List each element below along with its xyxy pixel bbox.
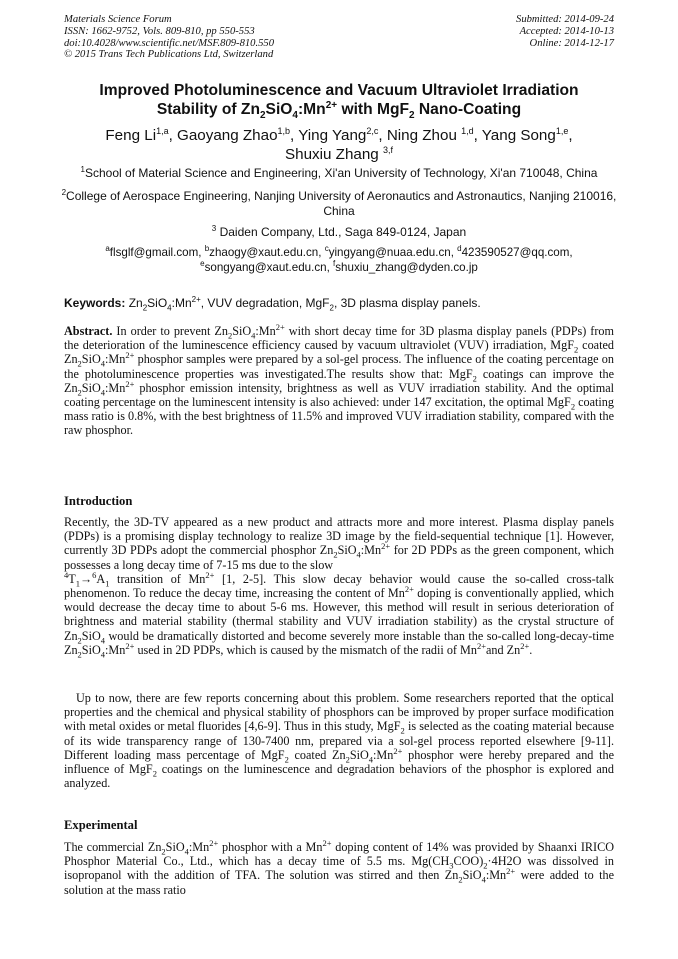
- body-text: SiO: [165, 840, 185, 854]
- intro-paragraph-2: [64, 691, 614, 790]
- section-heading-introduction: Introduction: [64, 494, 133, 508]
- section-heading-experimental: Experimental: [64, 818, 138, 832]
- email-sup: d: [457, 244, 462, 254]
- author-affil-sup: 1,e: [555, 125, 569, 136]
- title-text: Stability of Zn: [156, 101, 260, 118]
- body-text: were added to the solution at the mass ratio: [64, 868, 614, 897]
- affiliation-text: College of Aerospace Engineering, Nanjing University of Aeronautics and Astronautics, Nanjing 210016, China: [66, 189, 617, 218]
- sub: 2: [284, 754, 289, 765]
- sub: 4: [100, 635, 106, 646]
- email-link[interactable]: flsglf@gmail.com,: [109, 246, 205, 259]
- author-affil-sup: 1,d: [461, 125, 474, 136]
- sub: 4: [100, 387, 106, 398]
- title-text: SiO: [265, 101, 293, 118]
- sub: 4: [481, 874, 486, 885]
- sup: 2+: [275, 321, 285, 332]
- sub: 2: [345, 754, 350, 765]
- date-submitted: Submitted: 2014-09-24: [516, 14, 614, 25]
- sub: 1: [75, 578, 80, 589]
- sup: 2+: [393, 745, 403, 756]
- sub: 2: [77, 387, 82, 398]
- author-affil-sup: 2,c: [366, 125, 379, 136]
- keywords-sub: 2: [142, 303, 148, 313]
- body-text: coatings on the luminescence and degradation behaviors of the phosphor is explored and analyzed.: [64, 762, 614, 791]
- sup: 2+: [381, 541, 391, 552]
- author-name: Feng Li: [105, 127, 157, 144]
- sub: 2: [333, 549, 338, 560]
- submission-dates: [516, 14, 614, 49]
- affiliation-1: [50, 166, 628, 181]
- title-sub: 2: [409, 110, 415, 122]
- title-line-2: [50, 99, 628, 122]
- email-link[interactable]: songyang@xaut.edu.cn,: [204, 260, 334, 274]
- abstract-text: In order to prevent Zn: [112, 324, 228, 338]
- keywords-text: , VUV degradation, MgF: [200, 296, 330, 310]
- body-text: Up to now, there are few reports concerning about this problem. Some researchers reported that the optical properties and the chemical and physical stability of phosphors can be improved by proper surface modification with metal oxides or metal fluorides [4,6-9]. Thus in this study, MgF: [64, 691, 614, 734]
- sup: 2+: [209, 837, 219, 848]
- keywords-text: Zn: [125, 296, 143, 310]
- abstract-label: Abstract.: [64, 324, 113, 338]
- author-list: [50, 126, 628, 164]
- body-text: :Mn: [360, 543, 382, 558]
- affiliation-sup: 2: [61, 188, 67, 197]
- sup: 2+: [322, 837, 332, 848]
- keywords-text: :Mn: [171, 296, 192, 310]
- body-text: [1, 2-5]. This slow decay behavior would cause the so-called cross-talk phenomenon. To reduce the decay time, increasing the content of Mn: [64, 571, 615, 601]
- email-link[interactable]: shuxiu_zhang@dyden.co.jp: [335, 260, 478, 274]
- body-text: Recently, the 3D-TV appeared as a new product and attracts more and more interest. Plasma display panels (PDPs) is a promising display technology to realize 3D image by the field-sequential technique [1]. However, currently 3D PDPs adopt the commercial phosphor Zn: [64, 515, 614, 558]
- author-affil-sup: 3,f: [382, 144, 393, 155]
- keywords: [64, 296, 624, 311]
- date-accepted: Accepted: 2014-10-13: [519, 25, 614, 37]
- author-sep: ,: [568, 127, 573, 144]
- title-line-1: Improved Photoluminescence and Vacuum Ultraviolet Irradiation: [99, 82, 579, 99]
- body-text: SiO: [462, 868, 482, 883]
- author-line-2: [50, 145, 628, 164]
- sup: 2+: [404, 583, 414, 594]
- email-sup: b: [204, 244, 210, 254]
- sub: 2: [574, 344, 579, 355]
- sub: 2: [400, 725, 405, 736]
- email-link[interactable]: zhaogy@xaut.edu.cn,: [209, 246, 325, 259]
- sub: 2: [77, 358, 82, 369]
- sub: 4: [251, 330, 256, 341]
- keywords-sub: 4: [167, 303, 172, 313]
- author-sep: ,: [168, 127, 178, 144]
- sub: 2: [77, 635, 82, 646]
- author-affil-sup: 1,a: [156, 125, 169, 136]
- sup: 2+: [476, 640, 486, 651]
- keywords-text: SiO: [147, 296, 168, 310]
- abstract-text: coating mass ratio is 0.8%, with the best brightness of 11.5% and improved VUV irradiation stability, compared with the raw phosphor.: [64, 395, 614, 438]
- email-line-2: [50, 258, 628, 276]
- sub: 4: [368, 754, 374, 765]
- sub: 2: [472, 373, 477, 384]
- email-link[interactable]: 423590527@qq.com,: [461, 246, 573, 259]
- affiliation-text: Daiden Company, Ltd., Saga 849-0124, Japan: [216, 225, 467, 239]
- body-text: for 2D PDPs as the green component, which possesses a long decay time of 7-15 ms due to the slow: [64, 543, 614, 572]
- author-name: Gaoyang Zhao: [177, 127, 278, 144]
- body-text: :Mn: [373, 747, 394, 762]
- journal-doi: doi:10.4028/www.scientific.net/MSF.809-810.550: [64, 37, 274, 49]
- sub: 4: [100, 649, 106, 660]
- sub: 3: [449, 860, 454, 871]
- abstract-text: with short decay time for 3D plasma display panels (PDPs) from the deterioration of the luminescence efficiency caused by vacuum ultraviolet (VUV) irradiation, MgF: [64, 324, 614, 353]
- author-sep: ,: [290, 127, 299, 144]
- sub: 4: [100, 358, 106, 369]
- journal-copyright: © 2015 Trans Tech Publications Ltd, Switzerland: [64, 49, 274, 61]
- body-text: COO): [453, 854, 484, 869]
- intro-paragraph-1: [64, 515, 615, 660]
- keywords-label: Keywords:: [64, 296, 126, 310]
- paper-title: [50, 81, 628, 122]
- sub: 2: [161, 846, 166, 857]
- sup: 2+: [125, 640, 135, 651]
- body-text: A: [96, 571, 106, 586]
- sub: 2: [458, 874, 463, 885]
- journal-issn: ISSN: 1662-9752, Vols. 809-810, pp 550-553: [64, 25, 255, 37]
- email-line-1: [50, 246, 628, 261]
- author-sep: ,: [473, 127, 482, 144]
- sub: 4: [356, 549, 361, 560]
- sup: 2+: [205, 569, 215, 580]
- email-link[interactable]: yingyang@nuaa.edu.cn,: [328, 246, 458, 259]
- sup: 2+: [125, 350, 135, 361]
- author-name: Shuxiu Zhang: [285, 146, 383, 163]
- body-text: phosphor were hereby prepared and the influence of MgF: [64, 747, 614, 777]
- body-text: and Zn: [486, 642, 521, 657]
- author-name: Ying Yang: [298, 127, 367, 144]
- email-sup: e: [200, 258, 205, 268]
- sup: 2+: [520, 640, 530, 651]
- body-text: doping is conventionally applied, which would decrease the decay time to about 5-6 ms. However, this method will result in serious deterioration of brightness and material stability (thermal stability and VUV irradiation stability) as the crystal structure of Zn: [64, 586, 614, 643]
- abstract-text: SiO: [81, 352, 101, 367]
- keywords-text: , 3D plasma display panels.: [333, 296, 481, 310]
- abstract-text: :Mn: [105, 352, 126, 367]
- title-text: :Mn: [297, 101, 326, 118]
- body-text: :Mn: [485, 868, 507, 883]
- sub: 2: [570, 401, 576, 412]
- body-text: SiO: [81, 628, 101, 643]
- email-sup: c: [324, 244, 329, 254]
- sup: 2+: [506, 866, 516, 877]
- author-line-1: [50, 126, 628, 145]
- title-sub: 2: [259, 110, 266, 122]
- affiliation-sup: 1: [80, 165, 85, 174]
- journal-name: Materials Science Forum: [64, 14, 172, 25]
- title-sup: 2+: [325, 99, 338, 111]
- experimental-paragraph: [64, 837, 614, 897]
- author-emails: [50, 246, 628, 275]
- sub: 4: [184, 846, 189, 857]
- body-text: SiO: [349, 747, 369, 762]
- arrow: →: [79, 571, 93, 586]
- abstract-text: :Mn: [255, 324, 276, 338]
- body-text: SiO: [81, 642, 101, 657]
- affiliation-text: School of Material Science and Engineering, Xi'an University of Technology, Xi'an 710048, China: [85, 166, 598, 180]
- body-text: would be dramatically distorted and become severely more instable than the so-called long-decay-time Zn: [64, 628, 614, 657]
- author-name: Yang Song: [481, 127, 556, 144]
- title-text: Nano-Coating: [414, 101, 522, 118]
- date-online: Online: 2014-12-17: [529, 37, 614, 49]
- author-affil-sup: 1,b: [277, 125, 291, 136]
- body-text: doping content of 14% was provided by Shaanxi IRICO Phosphor Material Co., Ltd., which has a decay time of 5.5 ms. Mg(CH: [64, 840, 614, 869]
- body-text: T: [68, 571, 76, 586]
- body-text: The commercial Zn: [64, 840, 162, 854]
- sup: 6: [92, 569, 97, 580]
- abstract-text: coatings can improve the Zn: [64, 366, 614, 395]
- body-text: ·4H2O was dissolved in isopropanol with the addition of TFA. The solution was stirred and then Zn: [64, 854, 614, 883]
- sub: 2: [227, 330, 233, 341]
- affiliation-2: [50, 189, 628, 218]
- sup: 4: [64, 569, 69, 580]
- author-sep: ,: [378, 127, 387, 144]
- body-text: used in 2D PDPs, which is caused by the mismatch of the radii of Mn: [134, 642, 477, 657]
- sub: 2: [483, 860, 488, 871]
- abstract: [64, 321, 614, 438]
- abstract-text: SiO: [232, 324, 252, 338]
- sub: 1: [105, 578, 110, 589]
- keywords-sup: 2+: [191, 295, 201, 304]
- title-text: with MgF: [337, 101, 409, 118]
- body-text: :Mn: [105, 642, 126, 657]
- body-text: coated Zn: [288, 747, 346, 762]
- abstract-text: coated Zn: [64, 338, 614, 367]
- email-sup: a: [105, 244, 110, 254]
- body-text: transition of Mn: [109, 571, 206, 586]
- journal-info: [64, 14, 274, 61]
- abstract-text: :Mn: [105, 380, 126, 395]
- body-text: is selected as the coating material because of its wide transparency range of 130-7400 nm, prepared via a sol-gel process reported elsewhere [9-11]. Different loading mass percentage of MgF: [64, 719, 614, 762]
- abstract-text: SiO: [81, 380, 101, 395]
- author-name: Ning Zhou: [386, 127, 462, 144]
- sub: 2: [77, 649, 82, 660]
- body-text: :Mn: [188, 840, 210, 854]
- abstract-text: phosphor emission intensity, brightness as well as VUV irradiation stability. And the optimal coating percentage on the luminescent intensity is also achieved: under 147 excitation, the optimal MgF: [64, 380, 614, 410]
- body-text: SiO: [337, 543, 357, 558]
- abstract-text: phosphor samples were prepared by a sol-gel process. The influence of the coating percentage on the photoluminescence properties was investigated.The results show that: MgF: [64, 352, 614, 381]
- title-sub: 4: [292, 110, 298, 122]
- body-text: .: [529, 642, 533, 657]
- body-text: phosphor with a Mn: [218, 840, 323, 854]
- sub: 2: [152, 768, 157, 779]
- sup: 2+: [125, 378, 135, 389]
- email-sup: f: [333, 258, 336, 268]
- affiliation-3: [50, 225, 628, 240]
- affiliation-sup: 3: [211, 224, 217, 233]
- keywords-sub: 2: [329, 303, 334, 313]
